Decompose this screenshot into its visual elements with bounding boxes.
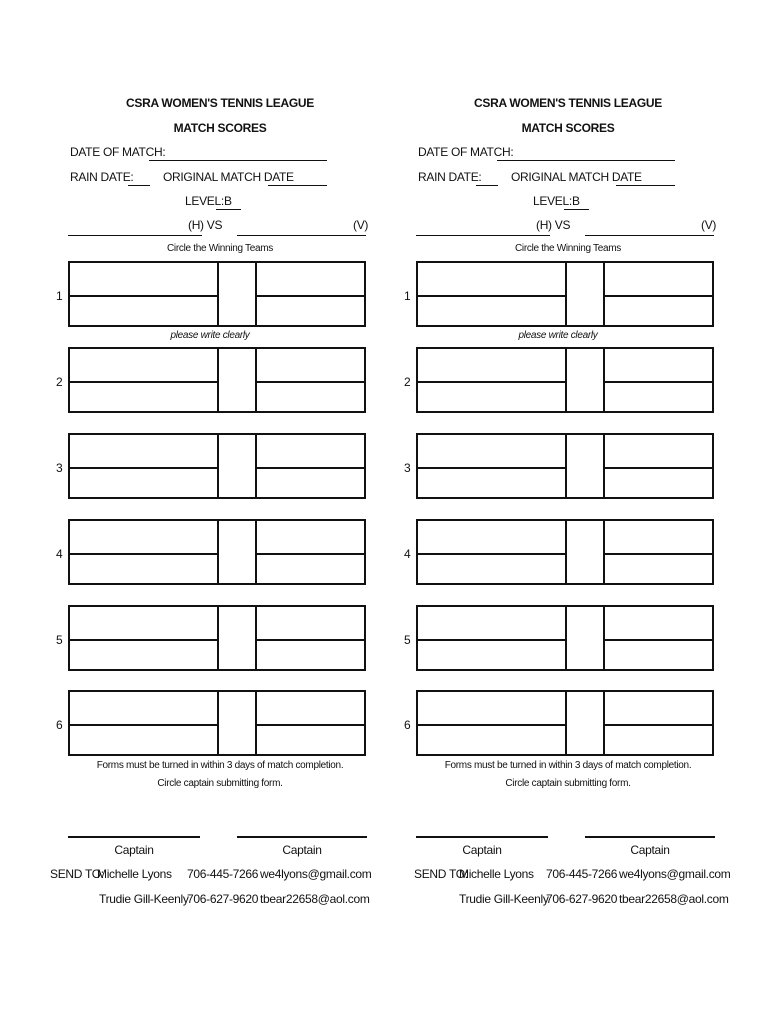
- contact-phone-1: 706-445-7266: [187, 867, 259, 881]
- match-row-6[interactable]: [416, 690, 714, 756]
- captain-label-left: Captain: [114, 843, 154, 857]
- visitor-team-field[interactable]: [585, 235, 714, 236]
- match-row-2[interactable]: [416, 347, 714, 413]
- match-row-3[interactable]: [416, 433, 714, 499]
- send-to-label: SEND TO:: [50, 867, 104, 881]
- captain-signature-left[interactable]: [416, 836, 548, 838]
- date-of-match-field[interactable]: [149, 160, 327, 161]
- row-number-3: 3: [56, 461, 63, 475]
- contact-name-1: Michelle Lyons: [459, 867, 534, 881]
- contact-phone-2: 706-627-9620: [187, 892, 259, 906]
- level-label: LEVEL:: [185, 194, 224, 208]
- match-row-2[interactable]: [68, 347, 366, 413]
- form-subtitle: MATCH SCORES: [521, 121, 615, 135]
- row-number-6: 6: [404, 718, 411, 732]
- footer-note-circle-captain: Circle captain submitting form.: [157, 778, 283, 789]
- visitor-team-field[interactable]: [237, 235, 366, 236]
- contact-name-2: Trudie Gill-Keenly: [459, 892, 549, 906]
- level-value[interactable]: B: [572, 194, 580, 208]
- visitor-marker: (V): [353, 218, 369, 232]
- captain-label-right: Captain: [282, 843, 322, 857]
- match-row-3[interactable]: [68, 433, 366, 499]
- home-team-field[interactable]: [416, 235, 550, 236]
- match-row-4[interactable]: [68, 519, 366, 585]
- rain-date-field[interactable]: [476, 185, 498, 186]
- home-vs-marker: (H) VS: [536, 218, 571, 232]
- row-number-5: 5: [56, 633, 63, 647]
- score-form-left: [50, 0, 390, 1024]
- contact-name-1: Michelle Lyons: [97, 867, 172, 881]
- footer-note-deadline: Forms must be turned in within 3 days of match completion.: [444, 760, 692, 771]
- row-number-4: 4: [56, 547, 63, 561]
- home-vs-marker: (H) VS: [188, 218, 223, 232]
- home-team-field[interactable]: [68, 235, 202, 236]
- row-number-3: 3: [404, 461, 411, 475]
- match-row-6[interactable]: [68, 690, 366, 756]
- score-form-right: [398, 0, 738, 1024]
- original-match-date-field[interactable]: [616, 185, 675, 186]
- contact-email-2[interactable]: tbear22658@aol.com: [619, 892, 729, 906]
- row-number-4: 4: [404, 547, 411, 561]
- row-number-2: 2: [56, 375, 63, 389]
- circle-winning-instruction: Circle the Winning Teams: [515, 243, 621, 254]
- match-row-1[interactable]: [68, 261, 366, 327]
- captain-label-right: Captain: [630, 843, 670, 857]
- send-to-label: SEND TO:: [414, 867, 468, 881]
- captain-signature-right[interactable]: [585, 836, 715, 838]
- contact-phone-1: 706-445-7266: [546, 867, 618, 881]
- original-match-date-label: ORIGINAL MATCH DATE: [163, 170, 294, 184]
- row-number-2: 2: [404, 375, 411, 389]
- match-row-4[interactable]: [416, 519, 714, 585]
- captain-label-left: Captain: [462, 843, 502, 857]
- captain-signature-left[interactable]: [68, 836, 200, 838]
- contact-email-2[interactable]: tbear22658@aol.com: [260, 892, 370, 906]
- row-number-5: 5: [404, 633, 411, 647]
- footer-note-circle-captain: Circle captain submitting form.: [505, 778, 631, 789]
- contact-phone-2: 706-627-9620: [546, 892, 618, 906]
- date-of-match-label: DATE OF MATCH:: [70, 145, 166, 159]
- contact-email-1[interactable]: we4lyons@gmail.com: [260, 867, 372, 881]
- match-row-1[interactable]: [416, 261, 714, 327]
- rain-date-label: RAIN DATE:: [70, 170, 134, 184]
- contact-name-2: Trudie Gill-Keenly: [99, 892, 189, 906]
- captain-signature-right[interactable]: [237, 836, 367, 838]
- write-clearly-note: please write clearly: [518, 330, 598, 341]
- circle-winning-instruction: Circle the Winning Teams: [167, 243, 273, 254]
- original-match-date-field[interactable]: [268, 185, 327, 186]
- match-row-5[interactable]: [68, 605, 366, 671]
- match-row-5[interactable]: [416, 605, 714, 671]
- form-subtitle: MATCH SCORES: [173, 121, 267, 135]
- write-clearly-note: please write clearly: [170, 330, 250, 341]
- level-underline: [564, 209, 589, 210]
- contact-email-1[interactable]: we4lyons@gmail.com: [619, 867, 731, 881]
- rain-date-field[interactable]: [128, 185, 150, 186]
- row-number-6: 6: [56, 718, 63, 732]
- level-underline: [216, 209, 241, 210]
- date-of-match-field[interactable]: [497, 160, 675, 161]
- row-number-1: 1: [56, 289, 63, 303]
- league-title: CSRA WOMEN'S TENNIS LEAGUE: [474, 96, 662, 110]
- league-title: CSRA WOMEN'S TENNIS LEAGUE: [126, 96, 314, 110]
- date-of-match-label: DATE OF MATCH:: [418, 145, 514, 159]
- footer-note-deadline: Forms must be turned in within 3 days of match completion.: [96, 760, 344, 771]
- level-label: LEVEL:: [533, 194, 572, 208]
- visitor-marker: (V): [701, 218, 717, 232]
- row-number-1: 1: [404, 289, 411, 303]
- rain-date-label: RAIN DATE:: [418, 170, 482, 184]
- original-match-date-label: ORIGINAL MATCH DATE: [511, 170, 642, 184]
- level-value[interactable]: B: [224, 194, 232, 208]
